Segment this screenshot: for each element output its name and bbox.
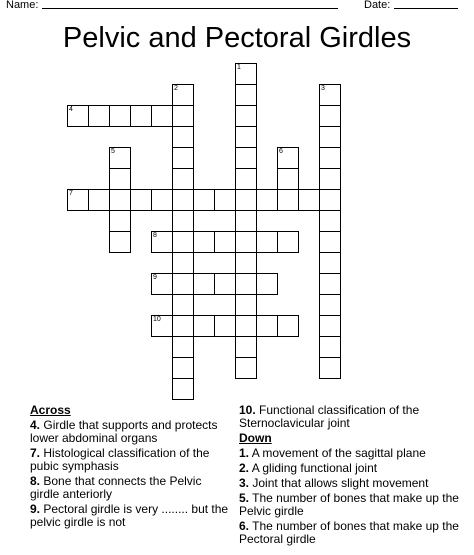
grid-cell[interactable] — [256, 189, 278, 211]
grid-cell[interactable] — [214, 315, 236, 337]
clue-across-8 — [30, 475, 230, 501]
grid-cell[interactable] — [235, 357, 257, 379]
grid-cell[interactable] — [277, 315, 299, 337]
grid-cell[interactable] — [88, 189, 110, 211]
clue-number: 5. — [239, 491, 250, 505]
grid-cell[interactable] — [109, 210, 131, 232]
clue-across-10 — [239, 404, 471, 430]
grid-cell[interactable] — [172, 105, 194, 127]
grid-cell[interactable] — [172, 84, 194, 106]
grid-cell[interactable] — [172, 336, 194, 358]
clue-down-6 — [239, 520, 471, 546]
cell-number: 6 — [279, 148, 283, 155]
clue-across-9 — [30, 503, 230, 529]
grid-cell[interactable] — [319, 252, 341, 274]
grid-cell[interactable] — [235, 252, 257, 274]
grid-cell[interactable] — [151, 189, 173, 211]
clue-down-5 — [239, 492, 471, 518]
grid-cell[interactable] — [235, 336, 257, 358]
grid-cell[interactable] — [172, 294, 194, 316]
cell-number: 8 — [153, 232, 157, 239]
clue-down-1 — [239, 447, 471, 460]
grid-cell[interactable] — [319, 126, 341, 148]
grid-cell[interactable] — [235, 147, 257, 169]
grid-cell[interactable] — [193, 315, 215, 337]
grid-cell[interactable] — [67, 105, 89, 127]
down-heading: Down — [239, 431, 272, 445]
grid-cell[interactable] — [172, 252, 194, 274]
grid-cell[interactable] — [172, 273, 194, 295]
cell-number: 5 — [111, 148, 115, 155]
grid-cell[interactable] — [235, 105, 257, 127]
grid-cell[interactable] — [151, 231, 173, 253]
clue-text: A gliding functional joint — [251, 461, 378, 475]
across-clues — [30, 404, 230, 531]
clue-across-7 — [30, 447, 230, 473]
grid-cell[interactable] — [109, 147, 131, 169]
grid-cell[interactable] — [319, 273, 341, 295]
grid-cell[interactable] — [130, 189, 152, 211]
grid-cell[interactable] — [319, 84, 341, 106]
clue-number: 6. — [239, 519, 250, 533]
cell-number: 10 — [153, 316, 161, 323]
grid-cell[interactable] — [172, 189, 194, 211]
grid-cell[interactable] — [277, 168, 299, 190]
clue-text: Functional classification of the Sternoclavicular joint — [239, 403, 420, 430]
across-heading: Across — [30, 403, 71, 417]
clue-down-3 — [239, 477, 471, 490]
grid-cell[interactable] — [319, 210, 341, 232]
grid-cell[interactable] — [319, 147, 341, 169]
grid-cell[interactable] — [298, 189, 320, 211]
clue-across-4 — [30, 419, 230, 445]
clue-number: 10. — [239, 403, 256, 417]
grid-cell[interactable] — [130, 105, 152, 127]
grid-cell[interactable] — [235, 294, 257, 316]
grid-cell[interactable] — [235, 126, 257, 148]
grid-cell[interactable] — [256, 315, 278, 337]
grid-cell[interactable] — [172, 315, 194, 337]
grid-cell[interactable] — [235, 189, 257, 211]
grid-cell[interactable] — [193, 273, 215, 295]
grid-cell[interactable] — [67, 189, 89, 211]
grid-cell[interactable] — [319, 105, 341, 127]
name-label: Name: — [6, 0, 39, 11]
cell-number: 1 — [237, 64, 241, 71]
cell-number: 7 — [69, 190, 73, 197]
clue-text: Pectoral girdle is very ........ but the pelvic girdle is not — [30, 502, 229, 529]
clue-number: 9. — [30, 502, 41, 516]
grid-cell[interactable] — [235, 315, 257, 337]
grid-cell[interactable] — [319, 189, 341, 211]
grid-cell[interactable] — [256, 231, 278, 253]
date-label: Date: — [364, 0, 391, 11]
grid-cell[interactable] — [172, 147, 194, 169]
grid-cell[interactable] — [319, 294, 341, 316]
grid-cell[interactable] — [109, 105, 131, 127]
down-clues — [239, 404, 471, 548]
grid-cell[interactable] — [172, 231, 194, 253]
clue-down-2 — [239, 462, 471, 475]
clue-text: Bone that connects the Pelvic girdle anteriorly — [30, 474, 202, 501]
clue-text: Girdle that supports and protects lower abdominal organs — [30, 418, 218, 445]
cell-number: 9 — [153, 274, 157, 281]
grid-cell[interactable] — [193, 189, 215, 211]
grid-cell[interactable] — [172, 126, 194, 148]
grid-cell[interactable] — [277, 189, 299, 211]
grid-cell[interactable] — [214, 273, 236, 295]
grid-cell[interactable] — [256, 273, 278, 295]
grid-cell[interactable] — [151, 315, 173, 337]
clue-text: A movement of the sagittal plane — [251, 446, 426, 460]
grid-cell[interactable] — [109, 168, 131, 190]
clue-number: 7. — [30, 446, 41, 460]
grid-cell[interactable] — [151, 105, 173, 127]
clue-number: 1. — [239, 446, 250, 460]
grid-cell[interactable] — [319, 336, 341, 358]
grid-cell[interactable] — [319, 168, 341, 190]
cell-number: 3 — [321, 85, 325, 92]
grid-cell[interactable] — [109, 189, 131, 211]
clue-number: 2. — [239, 461, 250, 475]
clue-text: The number of bones that make up the Pectoral girdle — [239, 519, 459, 546]
clue-text: Histological classification of the pubic symphasis — [30, 446, 210, 473]
cell-number: 4 — [69, 106, 73, 113]
cell-number: 2 — [174, 85, 178, 92]
grid-cell[interactable] — [193, 231, 215, 253]
grid-cell[interactable] — [88, 105, 110, 127]
grid-cell[interactable] — [319, 357, 341, 379]
grid-cell[interactable] — [151, 273, 173, 295]
clue-text: The number of bones that make up the Pelvic girdle — [239, 491, 459, 518]
grid-cell[interactable] — [235, 210, 257, 232]
grid-cell[interactable] — [172, 378, 194, 400]
clue-number: 4. — [30, 418, 41, 432]
grid-cell[interactable] — [214, 231, 236, 253]
grid-cell[interactable] — [214, 189, 236, 211]
grid-cell[interactable] — [319, 231, 341, 253]
grid-cell[interactable] — [172, 210, 194, 232]
grid-cell[interactable] — [172, 357, 194, 379]
grid-cell[interactable] — [235, 84, 257, 106]
grid-cell[interactable] — [277, 147, 299, 169]
grid-cell[interactable] — [235, 273, 257, 295]
grid-cell[interactable] — [277, 231, 299, 253]
grid-cell[interactable] — [109, 231, 131, 253]
grid-cell[interactable] — [235, 63, 257, 85]
grid-cell[interactable] — [235, 168, 257, 190]
clue-number: 3. — [239, 476, 250, 490]
clue-number: 8. — [30, 474, 41, 488]
clue-text: Joint that allows slight movement — [252, 476, 429, 490]
grid-cell[interactable] — [172, 168, 194, 190]
grid-cell[interactable] — [319, 315, 341, 337]
grid-cell[interactable] — [235, 231, 257, 253]
page-title: Pelvic and Pectoral Girdles — [62, 22, 412, 54]
